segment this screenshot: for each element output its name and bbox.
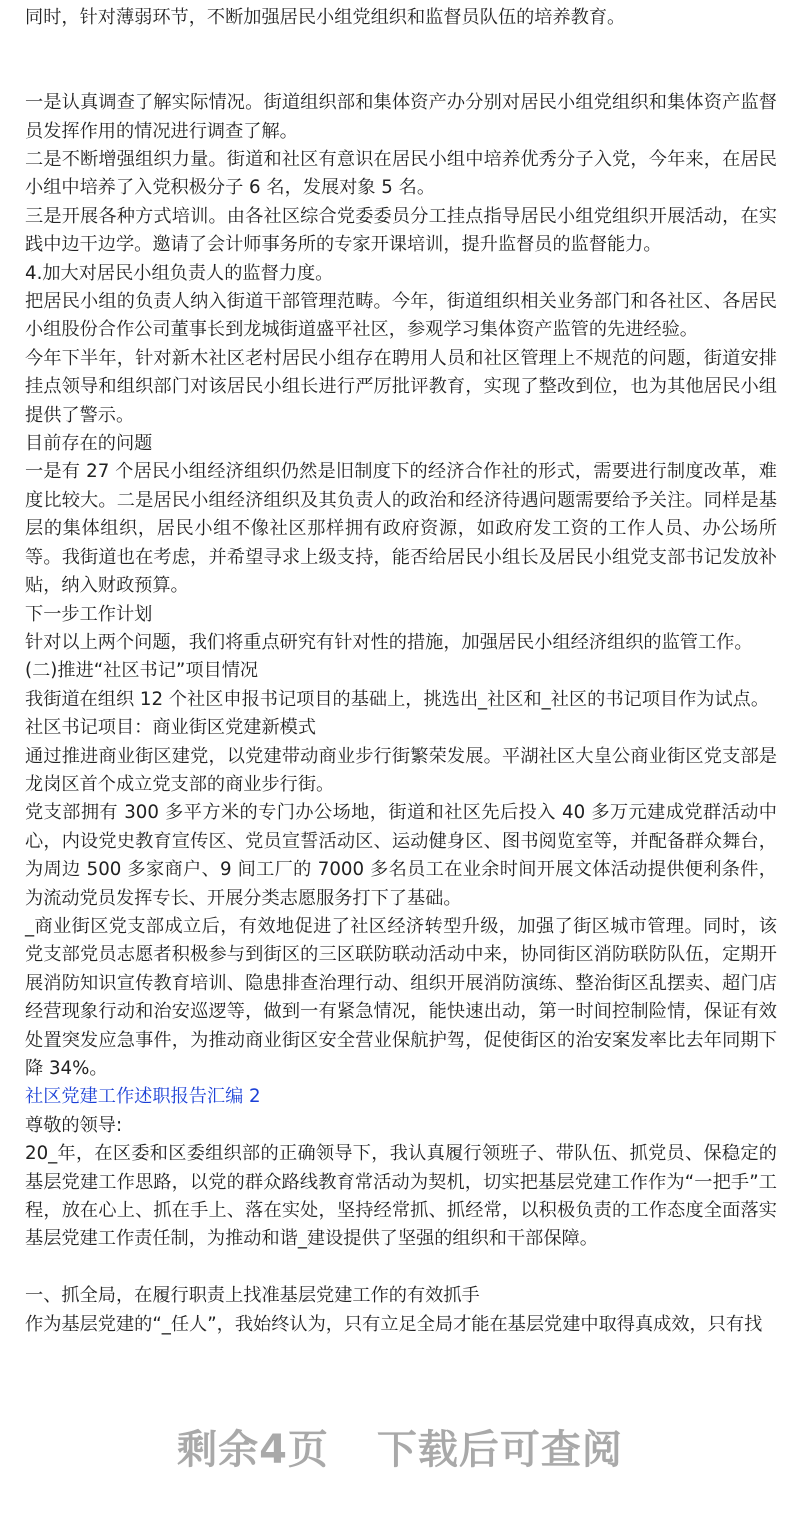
download-prompt-text: 下载后可查阅 bbox=[376, 1427, 623, 1473]
paragraph: 我街道在组织 12 个社区申报书记项目的基础上，挑选出_社区和_社区的书记项目作为试点。 bbox=[25, 688, 770, 710]
paragraph: 二是不断增强组织力量。街道和社区有意识在居民小组中培养优秀分子入党，今年来，在居民小组中培养了入党积极分子 6 名，发展对象 5 名。 bbox=[25, 149, 777, 199]
document-body bbox=[25, 4, 777, 1339]
paragraph: 一、抓全局，在履行职责上找准基层党建工作的有效抓手 bbox=[25, 1285, 480, 1307]
paragraph: 把居民小组的负责人纳入街道干部管理范畴。今年，街道组织相关业务部门和各社区、各居民小组股份合作公司董事长到龙城街道盛平社区，参观学习集体资产监管的先进经验。 bbox=[25, 291, 777, 341]
paragraph: 4.加大对居民小组负责人的监督力度。 bbox=[25, 262, 334, 284]
paragraph: 今年下半年，针对新木社区老村居民小组存在聘用人员和社区管理上不规范的问题，街道安排挂点领导和组织部门对该居民小组长进行严厉批评教育，实现了整改到位，也为其他居民小组提供了警示。 bbox=[25, 347, 777, 426]
paragraph: 针对以上两个问题，我们将重点研究有针对性的措施，加强居民小组经济组织的监管工作。 bbox=[25, 631, 753, 653]
document-link-title[interactable]: 社区党建工作述职报告汇编 2 bbox=[25, 1086, 261, 1108]
paragraph: 同时，针对薄弱环节，不断加强居民小组党组织和监督员队伍的培养教育。 bbox=[25, 7, 626, 28]
blank-line bbox=[25, 32, 777, 60]
paragraph: 社区书记项目：商业街区党建新模式 bbox=[25, 717, 317, 739]
paragraph: 党支部拥有 300 多平方米的专门办公场地，街道和社区先后投入 40 多万元建成党群活动中心，内设党史教育宣传区、党员宣誓活动区、运动健身区、图书阅览室等，并配备群众舞台，为周边 500 多家商户、9 间工厂的 7000 多名员工在业余时间开展文体活动提供便利条件，为流动党员发挥专长、开展分类志愿服务打下了基础。 bbox=[25, 802, 777, 909]
remaining-pages-text: 剩余4页 bbox=[177, 1427, 329, 1473]
paragraph: 尊敬的领导: bbox=[25, 1114, 123, 1136]
document-section-1 bbox=[25, 4, 777, 1083]
paragraph: 下一步工作计划 bbox=[25, 603, 153, 625]
paragraph: (二)推进“社区书记”项目情况 bbox=[25, 660, 259, 682]
paragraph: 一是认真调查了解实际情况。街道组织部和集体资产办分别对居民小组党组织和集体资产监督员发挥作用的情况进行调查了解。 bbox=[25, 92, 777, 142]
document-section-2 bbox=[25, 1112, 777, 1339]
paragraph: 一是有 27 个居民小组经济组织仍然是旧制度下的经济合作社的形式，需要进行制度改革，难度比较大。二是居民小组经济组织及其负责人的政治和经济待遇问题需要给予关注。同样是基层的集体组织，居民小组不像社区那样拥有政府资源，如政府发工资的工作人员、办公场所等。我街道也在考虑，并希望寻求上级支持，能否给居民小组长及居民小组党支部书记发放补贴，纳入财政预算。 bbox=[25, 461, 777, 597]
paragraph: 作为基层党建的“_任人”，我始终认为，只有立足全局才能在基层党建中取得真成效，只有找 bbox=[25, 1313, 763, 1335]
remaining-pages-banner[interactable] bbox=[0, 1418, 800, 1475]
paragraph: 20_年，在区委和区委组织部的正确领导下，我认真履行领班子、带队伍、抓党员、保稳定的基层党建工作思路，以党的群众路线教育常活动为契机，切实把基层党建工作作为“一把手”工程，放在心上、抓在手上、落在实处，坚持经常抓、抓经常，以积极负责的工作态度全面落实基层党建工作责任制，为推动和谐_建设提供了坚强的组织和干部保障。 bbox=[25, 1143, 777, 1250]
paragraph: 目前存在的问题 bbox=[25, 433, 153, 455]
blank-line bbox=[25, 61, 777, 89]
paragraph: _商业街区党支部成立后，有效地促进了社区经济转型升级，加强了街区城市管理。同时，该党支部党员志愿者积极参与到街区的三区联防联动活动中来，协同街区消防联防队伍，定期开展消防知识宣传教育培训、隐患排查治理行动、组织开展消防演练、整治街区乱摆卖、超门店经营现象行动和治安巡逻等，做到一有紧急情况，能快速出动，第一时间控制险情，保证有效处置突发应急事件，为推动商业街区安全营业保航护驾，促使街区的治安案发率比去年同期下降 34%。 bbox=[25, 915, 777, 1079]
blank-line bbox=[25, 1254, 777, 1282]
paragraph: 通过推进商业街区建党，以党建带动商业步行街繁荣发展。平湖社区大皇公商业街区党支部是龙岗区首个成立党支部的商业步行街。 bbox=[25, 745, 777, 795]
paragraph: 三是开展各种方式培训。由各社区综合党委委员分工挂点指导居民小组党组织开展活动，在实践中边干边学。邀请了会计师事务所的专家开课培训，提升监督员的监督能力。 bbox=[25, 205, 777, 256]
